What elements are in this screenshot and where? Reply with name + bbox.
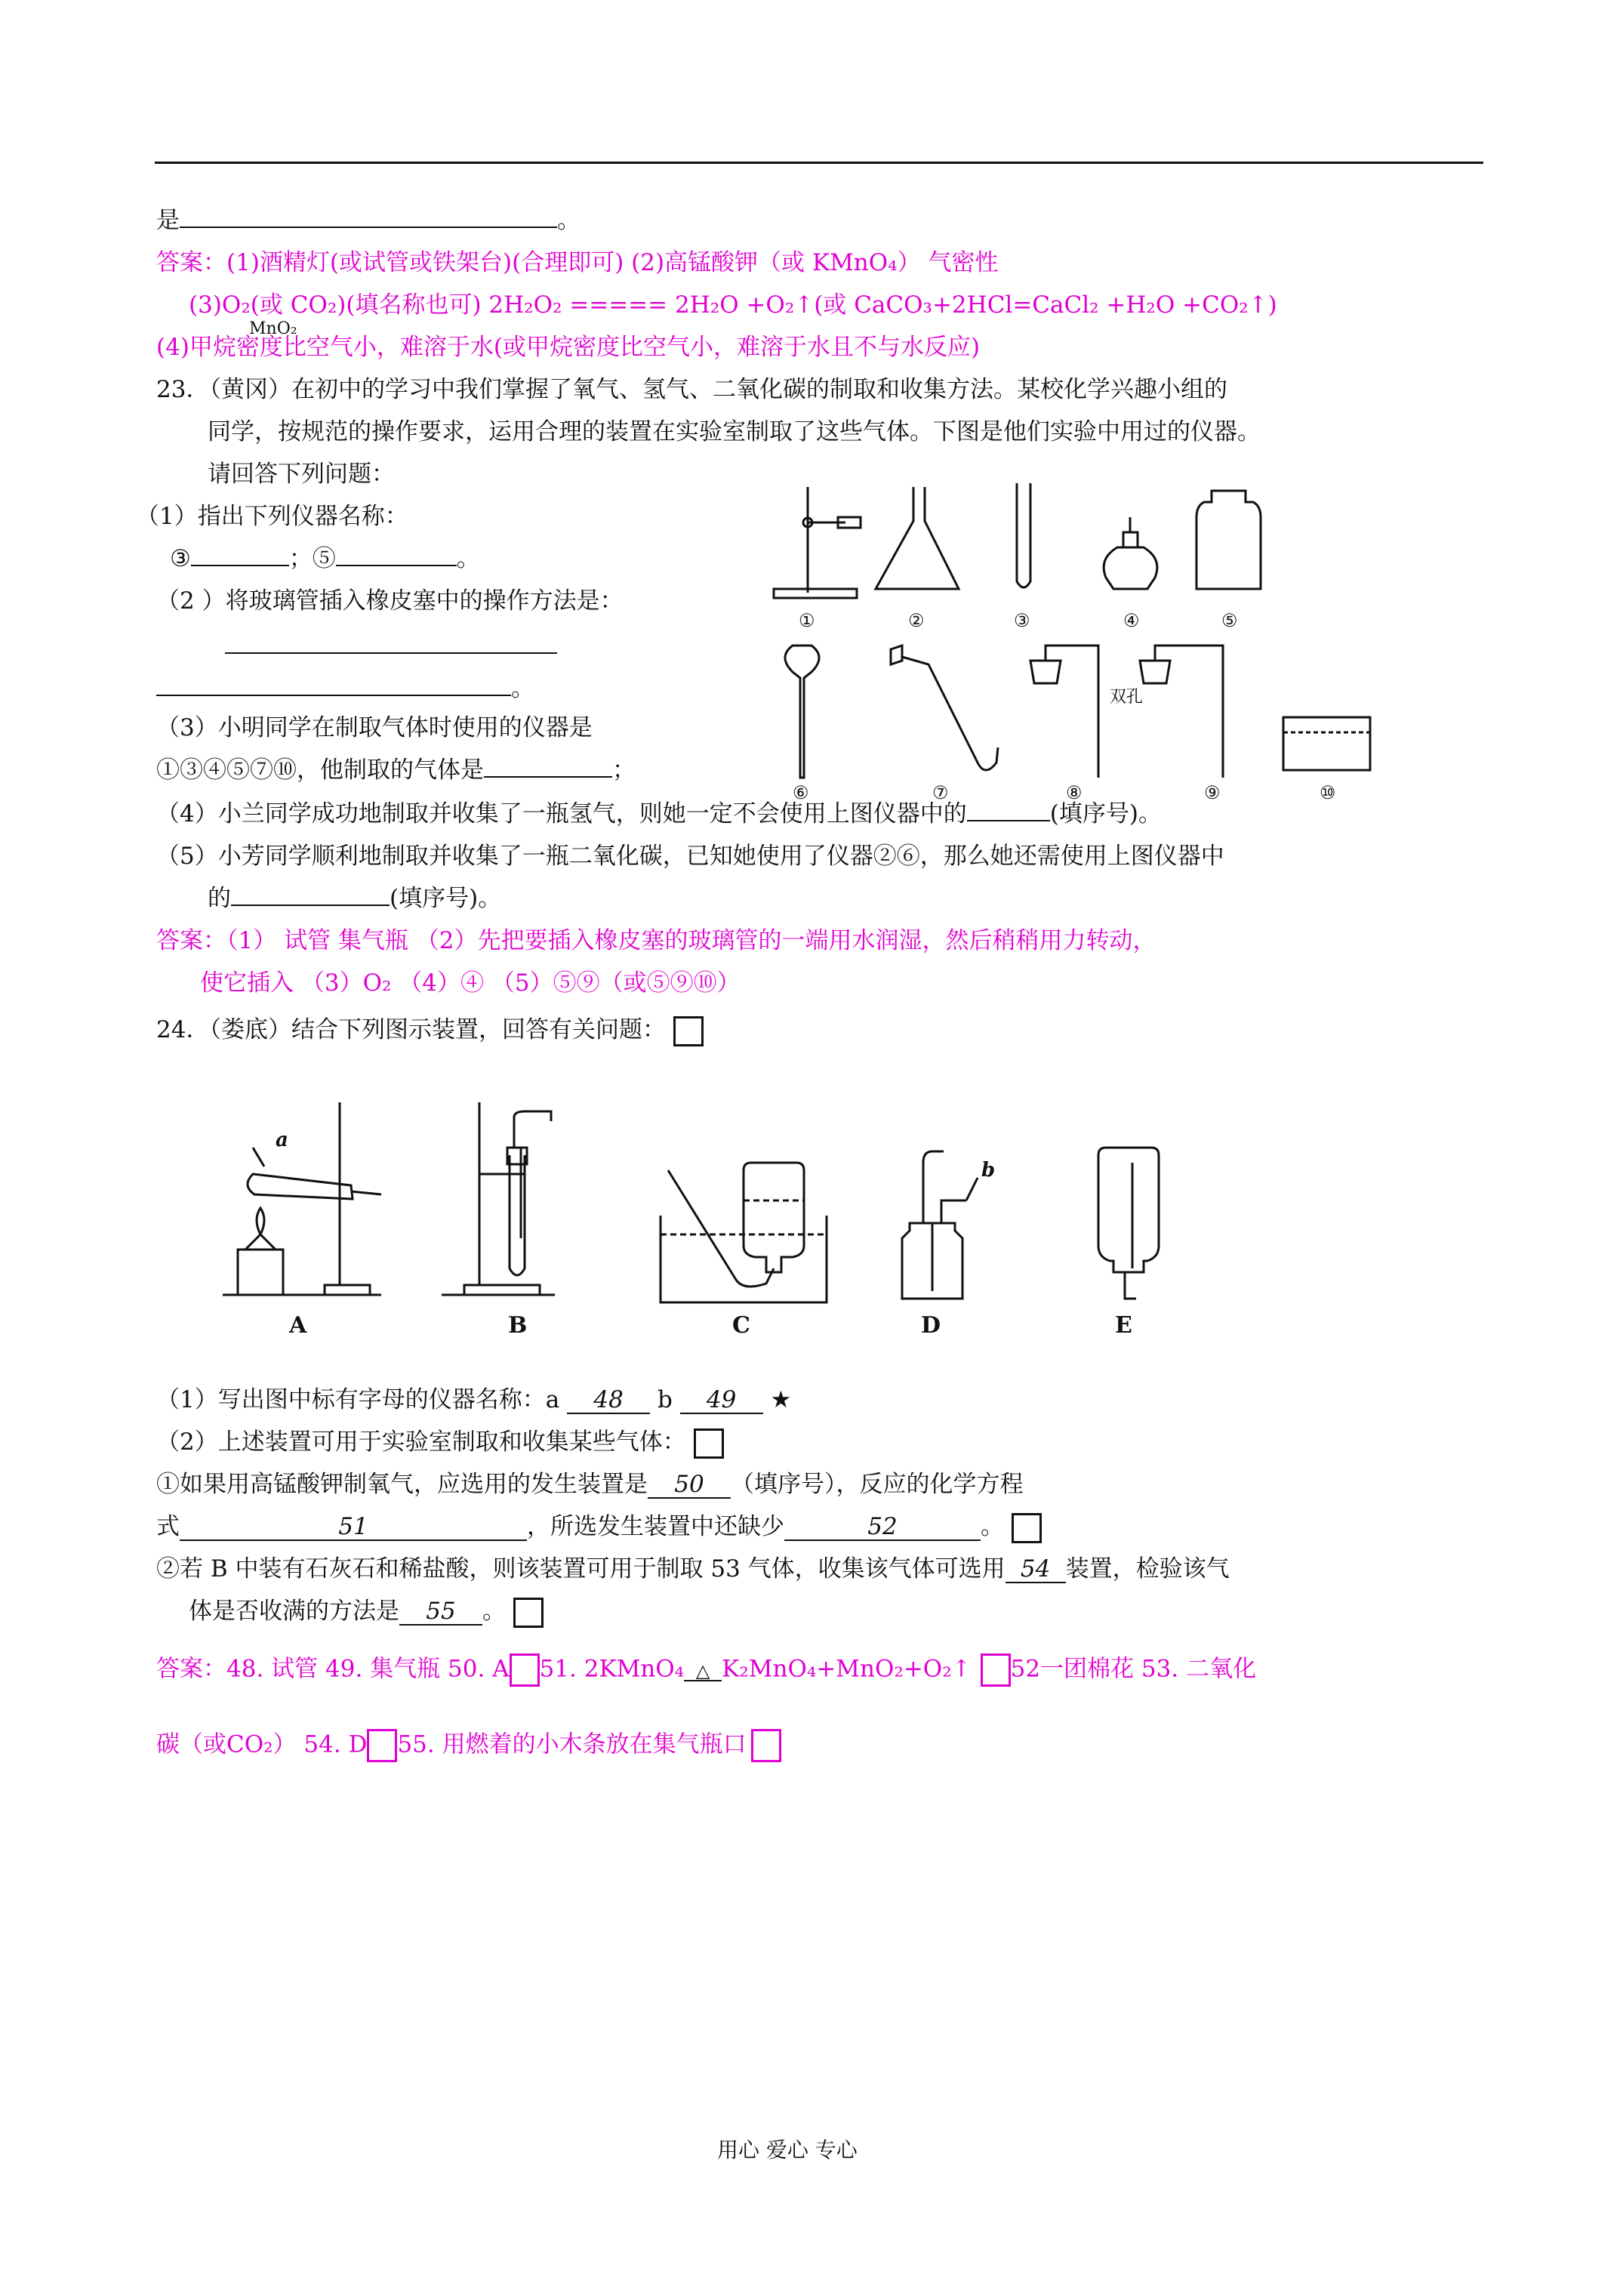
q23-apparatus-figure: [762, 476, 1381, 800]
answer-22-line3: (4)甲烷密度比空气小，难溶于水(或甲烷密度比空气小，难溶于水且不与水反应): [156, 334, 981, 361]
prev-question-tail: 是 。: [156, 207, 581, 234]
apparatus-C-drawing: [661, 1163, 827, 1302]
q23-part5b: 的 (填序号)。: [208, 885, 502, 912]
label-8: ⑧: [1066, 782, 1083, 800]
q24-intro: 24．（娄底）结合下列图示装置，回答有关问题：: [156, 1015, 704, 1046]
label-5: ⑤: [1221, 610, 1238, 631]
label-1: ①: [799, 610, 815, 631]
q23-intro-2: 同学，按规范的操作要求，运用合理的装置在实验室制取了这些气体。下图是他们实验中用过的仪器。: [208, 418, 1261, 445]
label-D: D: [921, 1312, 941, 1339]
q24-part4: 式 51 ，所选发生装置中还缺少 52 。: [156, 1512, 1042, 1543]
apparatus-B-drawing: [442, 1102, 555, 1295]
answer-22-line2: (3)O₂(或 CO₂)(填名称也可) 2H₂O₂ ===== 2H₂O +O₂↑(或 CaCO₃+2HCl=CaCl₂ +H₂O +CO₂↑): [189, 291, 1277, 319]
answer-box: [367, 1729, 397, 1762]
heat-symbol: △: [684, 1662, 722, 1681]
score-box: [1012, 1513, 1042, 1543]
label-C: C: [732, 1312, 750, 1339]
answer-box: [510, 1653, 540, 1687]
test-tube-drawing: [1017, 483, 1030, 587]
label-B: B: [508, 1312, 528, 1339]
apparatus-D-drawing: [902, 1151, 978, 1299]
q23-part2: （2 ）将玻璃管插入橡皮塞中的操作方法是：: [156, 587, 624, 615]
q23-part3b: ①③④⑤⑦⑩，他制取的气体是 ；: [156, 757, 636, 784]
q23-intro-3: 请回答下列问题：: [208, 461, 395, 488]
score-box: [673, 1016, 704, 1046]
alcohol-lamp-drawing: [1104, 517, 1157, 589]
q23-part2-blank1: [225, 631, 557, 661]
answer-22-line1: 答案：(1)酒精灯(或试管或铁架台)(合理即可) (2)高锰酸钾（或 KMnO₄） 气密性: [156, 249, 999, 276]
funnel-drawing: [785, 646, 819, 778]
answer-23-line2: 使它插入 （3）O₂ （4）④ （5）⑤⑨（或⑤⑨⑩）: [200, 969, 741, 997]
answer-24-line1: 答案：48. 试管 49. 集气瓶 50. A 51. 2KMnO₄ △ K₂MnO₄+MnO₂+O₂↑ 52一团棉花 53. 二氧化: [156, 1653, 1256, 1687]
label-E: E: [1115, 1312, 1132, 1339]
iron-stand-drawing: [774, 487, 861, 598]
label-4: ④: [1123, 610, 1140, 631]
q23-intro-1: 23．（黄冈）在初中的学习中我们掌握了氧气、氢气、二氧化碳的制取和收集方法。某校化学兴趣小组的: [156, 376, 1227, 403]
q23-part1-blanks: ③ ；⑤ 。: [170, 545, 480, 572]
gas-jar-drawing: [1196, 491, 1261, 589]
apparatus-A-drawing: [223, 1102, 381, 1295]
score-box: [694, 1428, 724, 1459]
score-box: [513, 1598, 544, 1628]
label-3: ③: [1014, 610, 1030, 631]
conical-flask-drawing: [876, 487, 959, 589]
answer-box: [981, 1653, 1011, 1687]
q23-part3a: （3）小明同学在制取气体时使用的仪器是: [156, 714, 593, 741]
q24-apparatus-figure: [223, 1087, 1204, 1344]
answer-23-line1: 答案：（1） 试管 集气瓶 （2）先把要插入橡皮塞的玻璃管的一端用水润湿，然后稍稍用力转动，: [156, 927, 1156, 954]
q23-part2-blank2: 。: [156, 673, 534, 704]
answer-box: [751, 1729, 781, 1762]
q23-part5a: （5）小芳同学顺利地制取并收集了一瓶二氧化碳，已知她使用了仪器②⑥，那么她还需使用上图仪器中: [156, 843, 1224, 870]
q24-part2: （2）上述装置可用于实验室制取和收集某些气体：: [156, 1427, 724, 1459]
header-rule: [155, 162, 1483, 164]
q23-part4: （4）小兰同学成功地制取并收集了一瓶氢气，则她一定不会使用上图仪器中的 (填序号)。: [156, 800, 1162, 827]
q24-part6: 体是否收满的方法是 55 。: [189, 1596, 544, 1628]
label-10: ⑩: [1320, 782, 1336, 800]
double-hole-label: 双孔: [1110, 688, 1144, 707]
label-7: ⑦: [932, 782, 949, 800]
apparatus-E-drawing: [1098, 1148, 1159, 1299]
catalyst-label: MnO₂: [249, 319, 297, 338]
label-a: a: [276, 1129, 288, 1151]
bent-tube-drawing: [891, 646, 998, 770]
q24-part3: ①如果用高锰酸钾制氧气，应选用的发生装置是 50 （填序号），反应的化学方程: [156, 1471, 1024, 1498]
stopper-double-drawing: [1140, 646, 1223, 778]
label-9: ⑨: [1204, 782, 1221, 800]
q23-part1: （1）指出下列仪器名称：: [136, 503, 408, 530]
label-6: ⑥: [793, 782, 809, 800]
page-footer: 用心 爱心 专心: [717, 2137, 858, 2162]
q24-part1: （1）写出图中标有字母的仪器名称：a 48 b 49 ★: [156, 1386, 792, 1413]
water-trough-drawing: [1283, 717, 1370, 770]
label-A: A: [289, 1312, 307, 1339]
answer-24-line2: 碳（或CO₂） 54. D 55. 用燃着的小木条放在集气瓶口: [156, 1729, 781, 1762]
stopper-single-drawing: [1030, 646, 1098, 778]
label-b: b: [981, 1159, 996, 1182]
label-2: ②: [908, 610, 925, 631]
q24-part5: ②若 B 中装有石灰石和稀盐酸，则该装置可用于制取 53 气体，收集该气体可选用 54 装置，检验该气: [156, 1555, 1230, 1583]
